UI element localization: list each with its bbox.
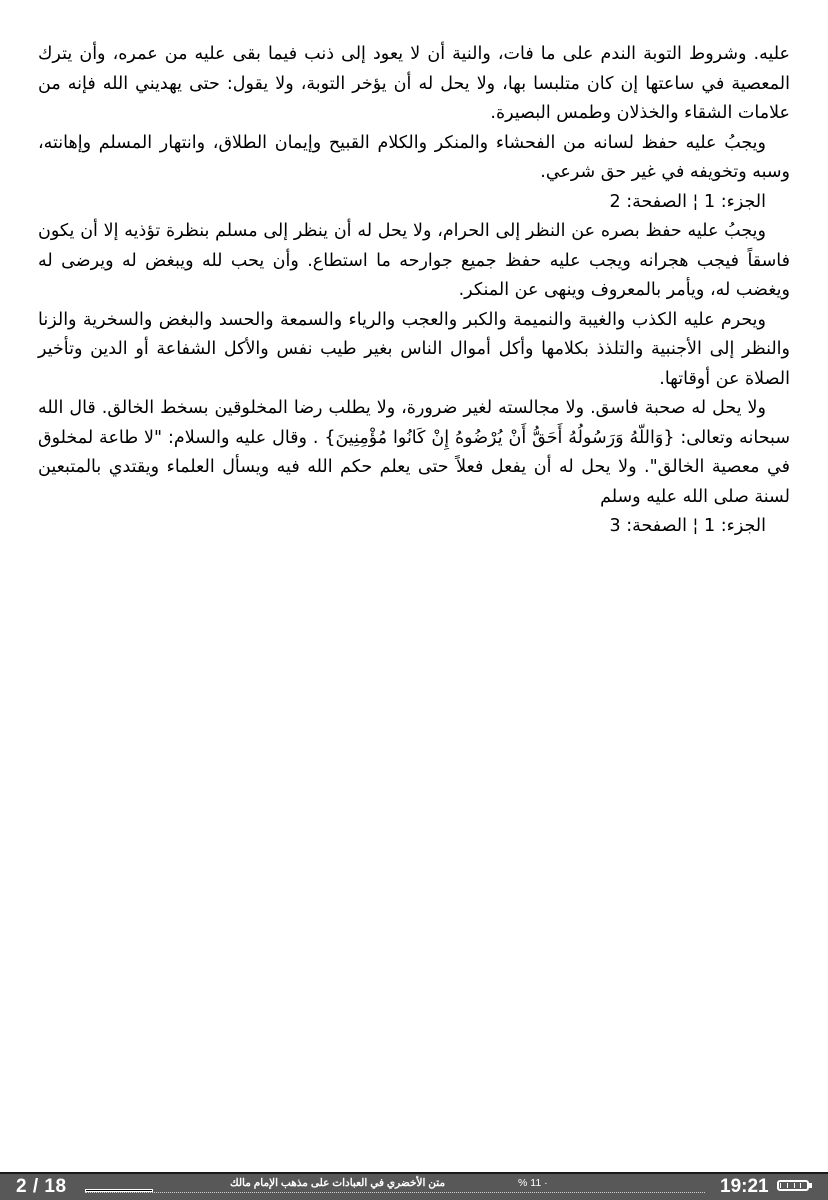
paragraph: ويجبُ عليه حفظ لسانه من الفحشاء والمنكر والكلام القبيح وإيمان الطلاق، وانتهار المسلم وإهانته، وسبه وتخويفه في غير حق شرعي. bbox=[38, 132, 790, 182]
battery-icon bbox=[777, 1180, 809, 1191]
page-reference: الجزء: 1 ¦ الصفحة: 3 bbox=[609, 516, 766, 536]
clock: 19:21 bbox=[720, 1176, 769, 1197]
reading-progress-bar[interactable] bbox=[85, 1190, 705, 1193]
battery-tip-icon bbox=[809, 1183, 812, 1188]
reading-progress-fill bbox=[85, 1189, 153, 1192]
paragraph: ويجبُ عليه حفظ بصره عن النظر إلى الحرام، ولا يحل له أن ينظر إلى مسلم بنظرة تؤذيه إلا أن يكون فاسقاً فيجب هجرانه ويجب عليه حفظ جميع جوارحه ما استطاع. وأن يحب لله ويبغض له ويرضى له ويغضب له، ويأمر بالمعروف وينهى عن المنكر. bbox=[38, 221, 790, 300]
progress-percent: % 11 · bbox=[518, 1177, 548, 1189]
reader-content bbox=[38, 40, 790, 542]
paragraph: عليه. وشروط التوبة الندم على ما فات، والنية أن لا يعود إلى ذنب فيما بقى عليه من عمره، وأن يترك المعصية في ساعتها إن كان متلبسا بها، ولا يحل له أن يؤخر التوبة، ولا يقول: حتى يهديني الله فإنه من علامات الشقاء والخذلان وطمس البصيرة. bbox=[38, 44, 790, 123]
page-counter[interactable]: 2 / 18 bbox=[16, 1176, 67, 1197]
paragraph: ويحرم عليه الكذب والغيبة والنميمة والكبر والعجب والرياء والسمعة والحسد والبغض والسخرية والزنا والنظر إلى الأجنبية والتلذذ بكلامها وأكل أموال الناس بغير طيب نفس والأكل الشفاعة أو الدين وتأخير الصلاة عن أوقاتها. bbox=[38, 309, 790, 389]
status-bar bbox=[0, 1172, 828, 1200]
book-title: متن الأخضري في العبادات على مذهب الإمام مالك bbox=[230, 1177, 446, 1189]
paragraph: ولا يحل له صحبة فاسق. ولا مجالسته لغير ضرورة، ولا يطلب رضا المخلوقين بسخط الخالق. قال الله سبحانه وتعالى: {وَاللّهُ وَرَسُولُهُ أَحَقُّ أَنْ يُرْضُوهُ إِنْ كَانُوا مُؤْمِنِينَ} . وقال عليه والسلام: "لا طاعة لمخلوق في معصية الخالق". ولا يحل له أن يفعل فعلاً حتى يعلم حكم الله فيه ويسأل العلماء ويقتدي بالمتبعين لسنة صلى الله عليه وسلم bbox=[38, 398, 790, 507]
page-reference: الجزء: 1 ¦ الصفحة: 2 bbox=[609, 191, 766, 212]
